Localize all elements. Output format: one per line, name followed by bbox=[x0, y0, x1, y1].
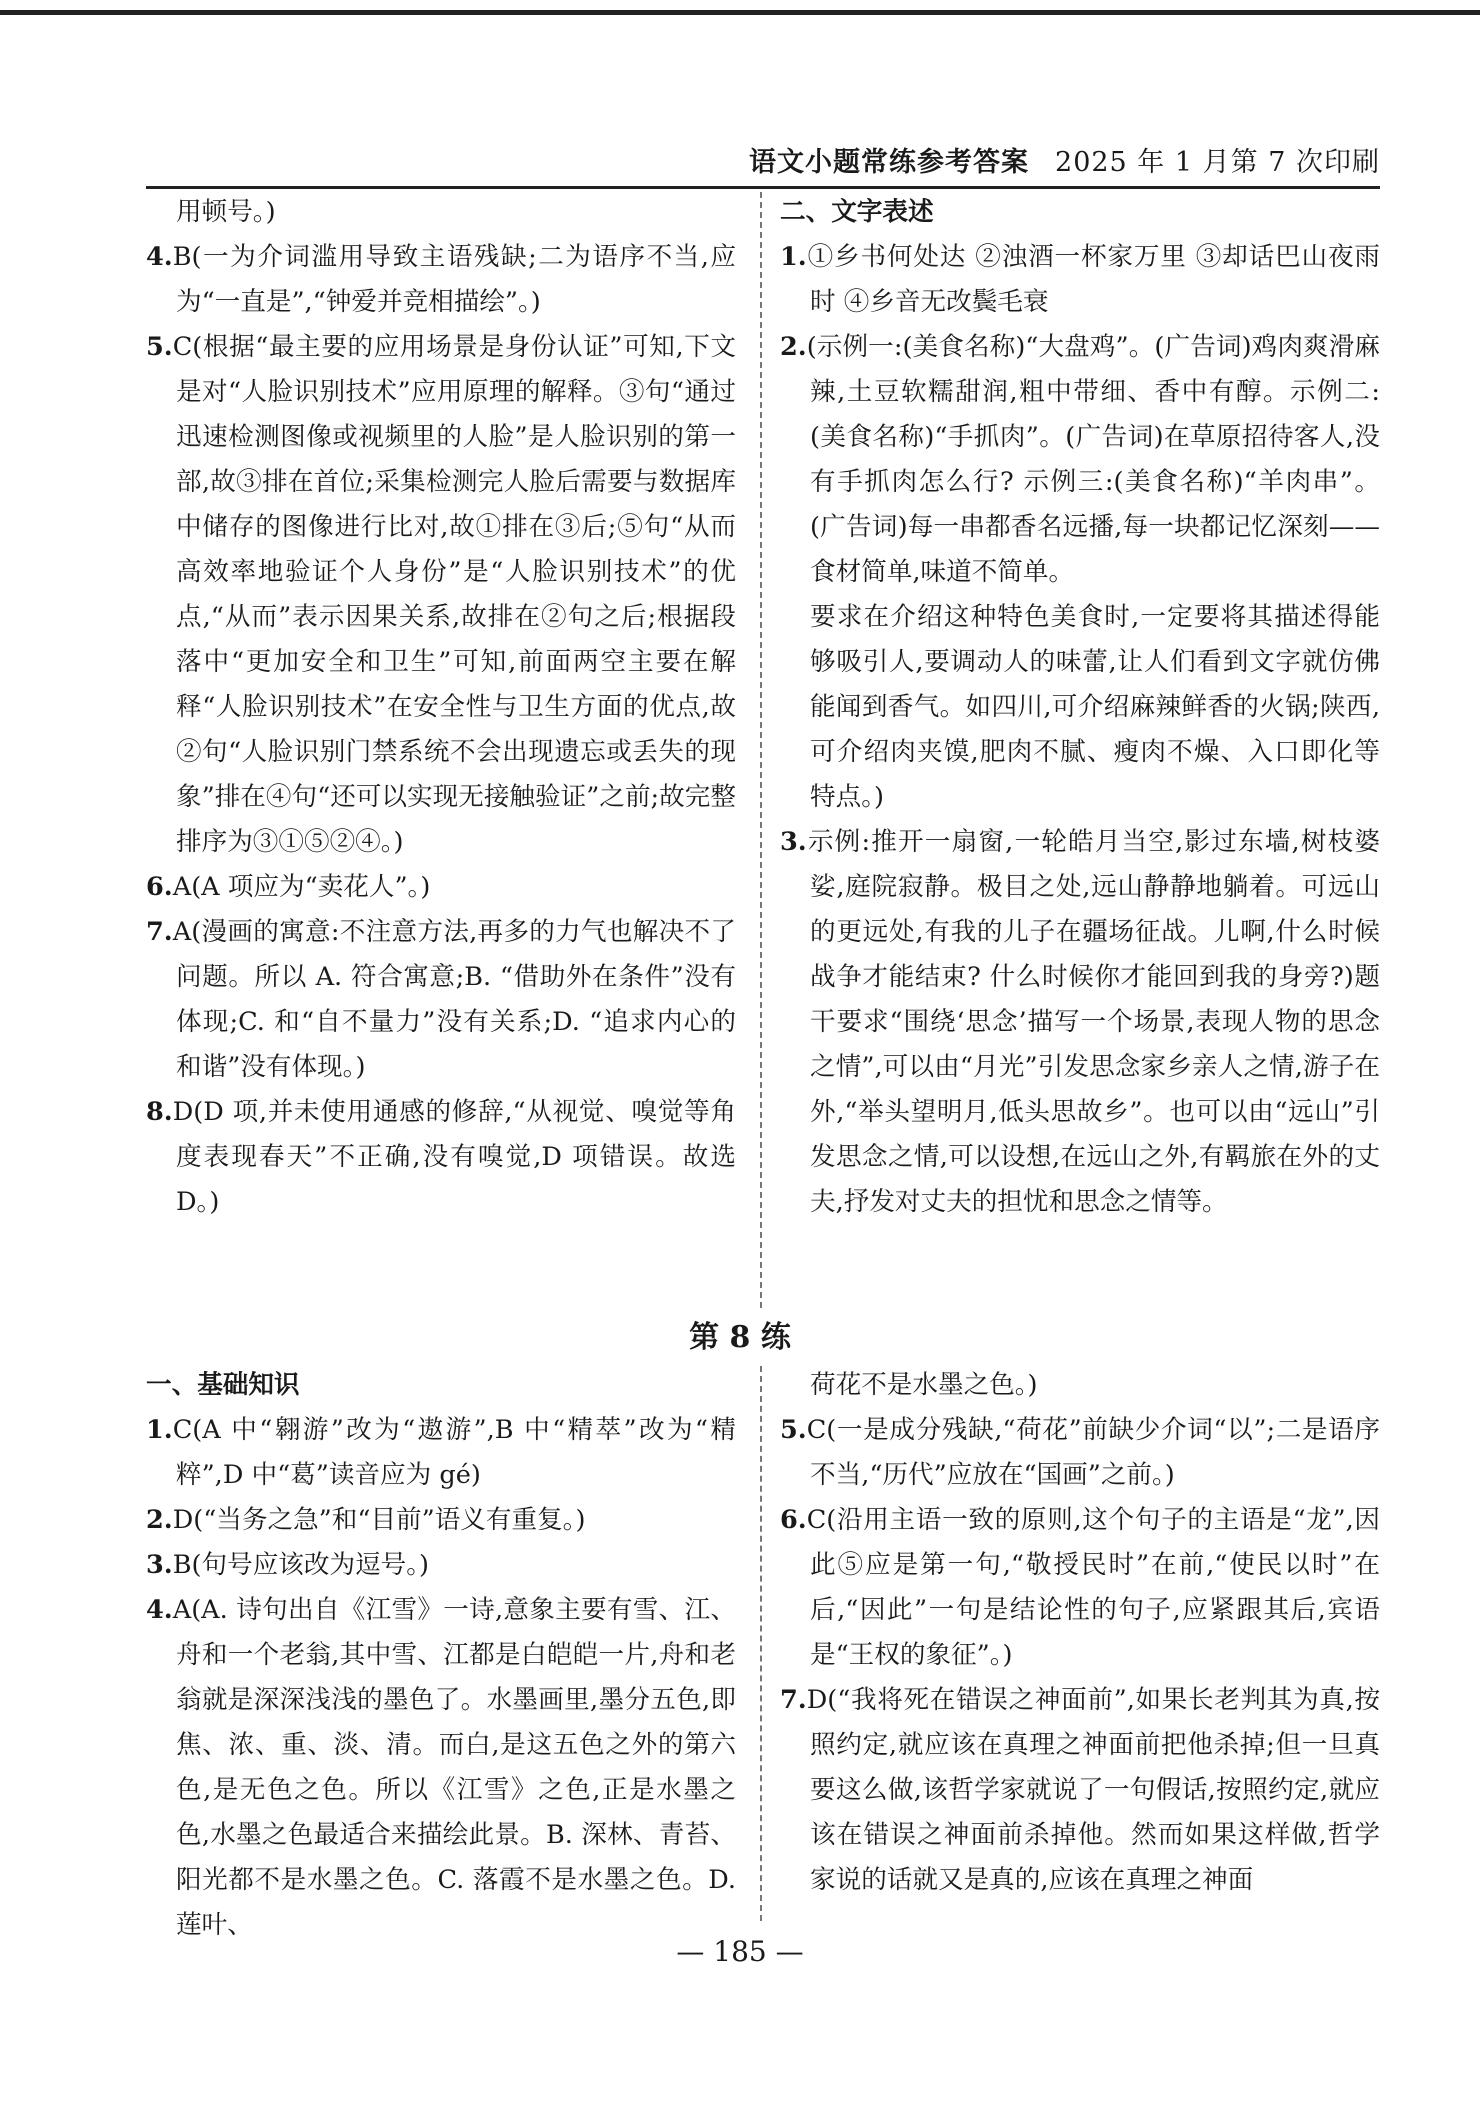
answer-item-4 bbox=[146, 1588, 736, 1948]
answer-item-1 bbox=[780, 235, 1380, 325]
bottom-right-column bbox=[780, 1363, 1380, 1903]
item-number: 3. bbox=[146, 1550, 173, 1580]
item-number: 7. bbox=[146, 917, 173, 947]
item-number: 7. bbox=[780, 1685, 807, 1715]
section-heading-writing: 二、文字表述 bbox=[780, 197, 934, 227]
continued-text: 用顿号。) bbox=[176, 197, 276, 227]
answer-item-2 bbox=[146, 1498, 736, 1543]
answer-item-2-explanation: 要求在介绍这种特色美食时,一定要将其描述得能够吸引人,要调动人的味蕾,让人们看到文字就仿佛能闻到香气。如四川,可介绍麻辣鲜香的火锅;陕西,可介绍肉夹馍,肥肉不腻、瘦肉不燥、入口即化等特点。) bbox=[810, 602, 1380, 812]
item-number: 3. bbox=[780, 827, 807, 857]
top-border-rule bbox=[0, 10, 1480, 15]
item-text: 示例:推开一扇窗,一轮皓月当空,影过东墙,树枝婆娑,庭院寂静。极目之处,远山静静地躺着。可远山的更远处,有我的儿子在疆场征战。儿啊,什么时候战争才能结束? 什么时候你才能回到我的身旁?)题干要求“围绕‘思念’描写一个场景,表现人物的思念之情”,可以由“月光”引发思念家乡亲人之情,游子在外,“举头望明月,低头思故乡”。也可以由“远山”引发思念之情,可以设想,在远山之外,有羁旅在外的丈夫,抒发对丈夫的担忧和思念之情等。 bbox=[806, 827, 1380, 1217]
item-number: 6. bbox=[780, 1505, 807, 1535]
item-number: 4. bbox=[146, 242, 173, 272]
item-number: 2. bbox=[780, 332, 807, 362]
answer-item-7 bbox=[780, 1678, 1380, 1903]
column-divider-top bbox=[760, 192, 762, 1308]
continued-text: 荷花不是水墨之色。) bbox=[810, 1370, 1038, 1400]
answer-item-2 bbox=[780, 325, 1380, 595]
item-text: D(“当务之急”和“目前”语义有重复。) bbox=[172, 1505, 586, 1535]
answer-item-5 bbox=[780, 1408, 1380, 1498]
header-title: 语文小题常练参考答案 bbox=[749, 147, 1030, 178]
item-number: 5. bbox=[780, 1415, 807, 1445]
header-edition: 2025 年 1 月第 7 次印刷 bbox=[1055, 147, 1380, 178]
item-text: D(D 项,并未使用通感的修辞,“从视觉、嗅觉等角度表现春天”不正确,没有嗅觉,D 项错误。故选 D。) bbox=[172, 1097, 736, 1217]
answer-item-8 bbox=[146, 1090, 736, 1225]
item-text: A(漫画的寓意:不注意方法,再多的力气也解决不了问题。所以 A. 符合寓意;B. “借助外在条件”没有体现;C. 和“自不量力”没有关系;D. “追求内心的和谐”没有体现。) bbox=[172, 917, 736, 1082]
item-text: (示例一:(美食名称)“大盘鸡”。(广告词)鸡肉爽滑麻辣,土豆软糯甜润,粗中带细、香中有醇。示例二:(美食名称)“手抓肉”。(广告词)在草原招待客人,没有手抓肉怎么行? 示例三:(美食名称)“羊肉串”。(广告词)每一串都香名远播,每一块都记忆深刻——食材简单,味道不简单。 bbox=[806, 332, 1380, 587]
answer-item-6 bbox=[780, 1498, 1380, 1678]
column-divider-bottom bbox=[760, 1366, 762, 1921]
answer-item-6 bbox=[146, 865, 736, 910]
top-left-column bbox=[146, 190, 736, 1225]
item-number: 6. bbox=[146, 872, 173, 902]
item-text: C(A 中“翱游”改为“遨游”,B 中“精萃”改为“精粹”,D 中“葛”读音应为 gé) bbox=[172, 1415, 736, 1490]
header-rule bbox=[146, 186, 1380, 189]
practice-title: 第 8 练 bbox=[689, 1320, 791, 1355]
answer-item-3 bbox=[146, 1543, 736, 1588]
item-text: D(“我将死在错误之神面前”,如果长老判其为真,按照约定,就应该在真理之神面前把他杀掉;但一旦真要这么做,该哲学家就说了一句假话,按照约定,就应该在错误之神面前杀掉他。然而如果这样做,哲学家说的话就又是真的,应该在真理之神面 bbox=[806, 1685, 1380, 1895]
item-number: 4. bbox=[146, 1595, 173, 1625]
item-number: 5. bbox=[146, 332, 173, 362]
answer-item-4 bbox=[146, 235, 736, 325]
item-number: 8. bbox=[146, 1097, 173, 1127]
item-text: C(根据“最主要的应用场景是身份认证”可知,下文是对“人脸识别技术”应用原理的解释。③句“通过迅速检测图像或视频里的人脸”是人脸识别的第一部,故③排在首位;采集检测完人脸后需要与数据库中储存的图像进行比对,故①排在③后;⑤句“从而高效率地验证个人身份”是“人脸识别技术”的优点,“从而”表示因果关系,故排在②句之后;根据段落中“更加安全和卫生”可知,前面两空主要在解释“人脸识别技术”在安全性与卫生方面的优点,故②句“人脸识别门禁系统不会出现遗忘或丢失的现象”排在④句“还可以实现无接触验证”之前;故完整排序为③①⑤②④。) bbox=[172, 332, 736, 857]
item-number: 2. bbox=[146, 1505, 173, 1535]
item-text: C(一是成分残缺,“荷花”前缺少介词“以”;二是语序不当,“历代”应放在“国画”之前。) bbox=[806, 1415, 1380, 1490]
running-header bbox=[749, 140, 1380, 179]
item-text: B(一为介词滥用导致主语残缺;二为语序不当,应为“一直是”,“钟爱并竞相描绘”。) bbox=[172, 242, 736, 317]
answer-item-5 bbox=[146, 325, 736, 865]
item-text: A(A 项应为“卖花人”。) bbox=[172, 872, 431, 902]
answer-item-3 bbox=[780, 820, 1380, 1225]
page-number: — 185 — bbox=[676, 1935, 804, 1968]
item-text: ①乡书何处达 ②浊酒一杯家万里 ③却话巴山夜雨时 ④乡音无改鬓毛衰 bbox=[806, 242, 1380, 317]
item-text: C(沿用主语一致的原则,这个句子的主语是“龙”,因此⑤应是第一句,“敬授民时”在前,“使民以时”在后,“因此”一句是结论性的句子,应紧跟其后,宾语是“王权的象征”。) bbox=[806, 1505, 1380, 1670]
item-number: 1. bbox=[780, 242, 807, 272]
answer-item-1 bbox=[146, 1408, 736, 1498]
section-heading-basics: 一、基础知识 bbox=[146, 1370, 300, 1400]
item-text: B(句号应该改为逗号。) bbox=[172, 1550, 430, 1580]
answer-item-7 bbox=[146, 910, 736, 1090]
item-text: A(A. 诗句出自《江雪》一诗,意象主要有雪、江、舟和一个老翁,其中雪、江都是白皑皑一片,舟和老翁就是深深浅浅的墨色了。水墨画里,墨分五色,即焦、浓、重、淡、清。而白,是这五色之外的第六色,是无色之色。所以《江雪》之色,正是水墨之色,水墨之色最适合来描绘此景。B. 深林、青苔、阳光都不是水墨之色。C. 落霞不是水墨之色。D. 莲叶、 bbox=[172, 1595, 736, 1940]
top-right-column bbox=[780, 190, 1380, 1225]
bottom-left-column bbox=[146, 1363, 736, 1948]
item-number: 1. bbox=[146, 1415, 173, 1445]
